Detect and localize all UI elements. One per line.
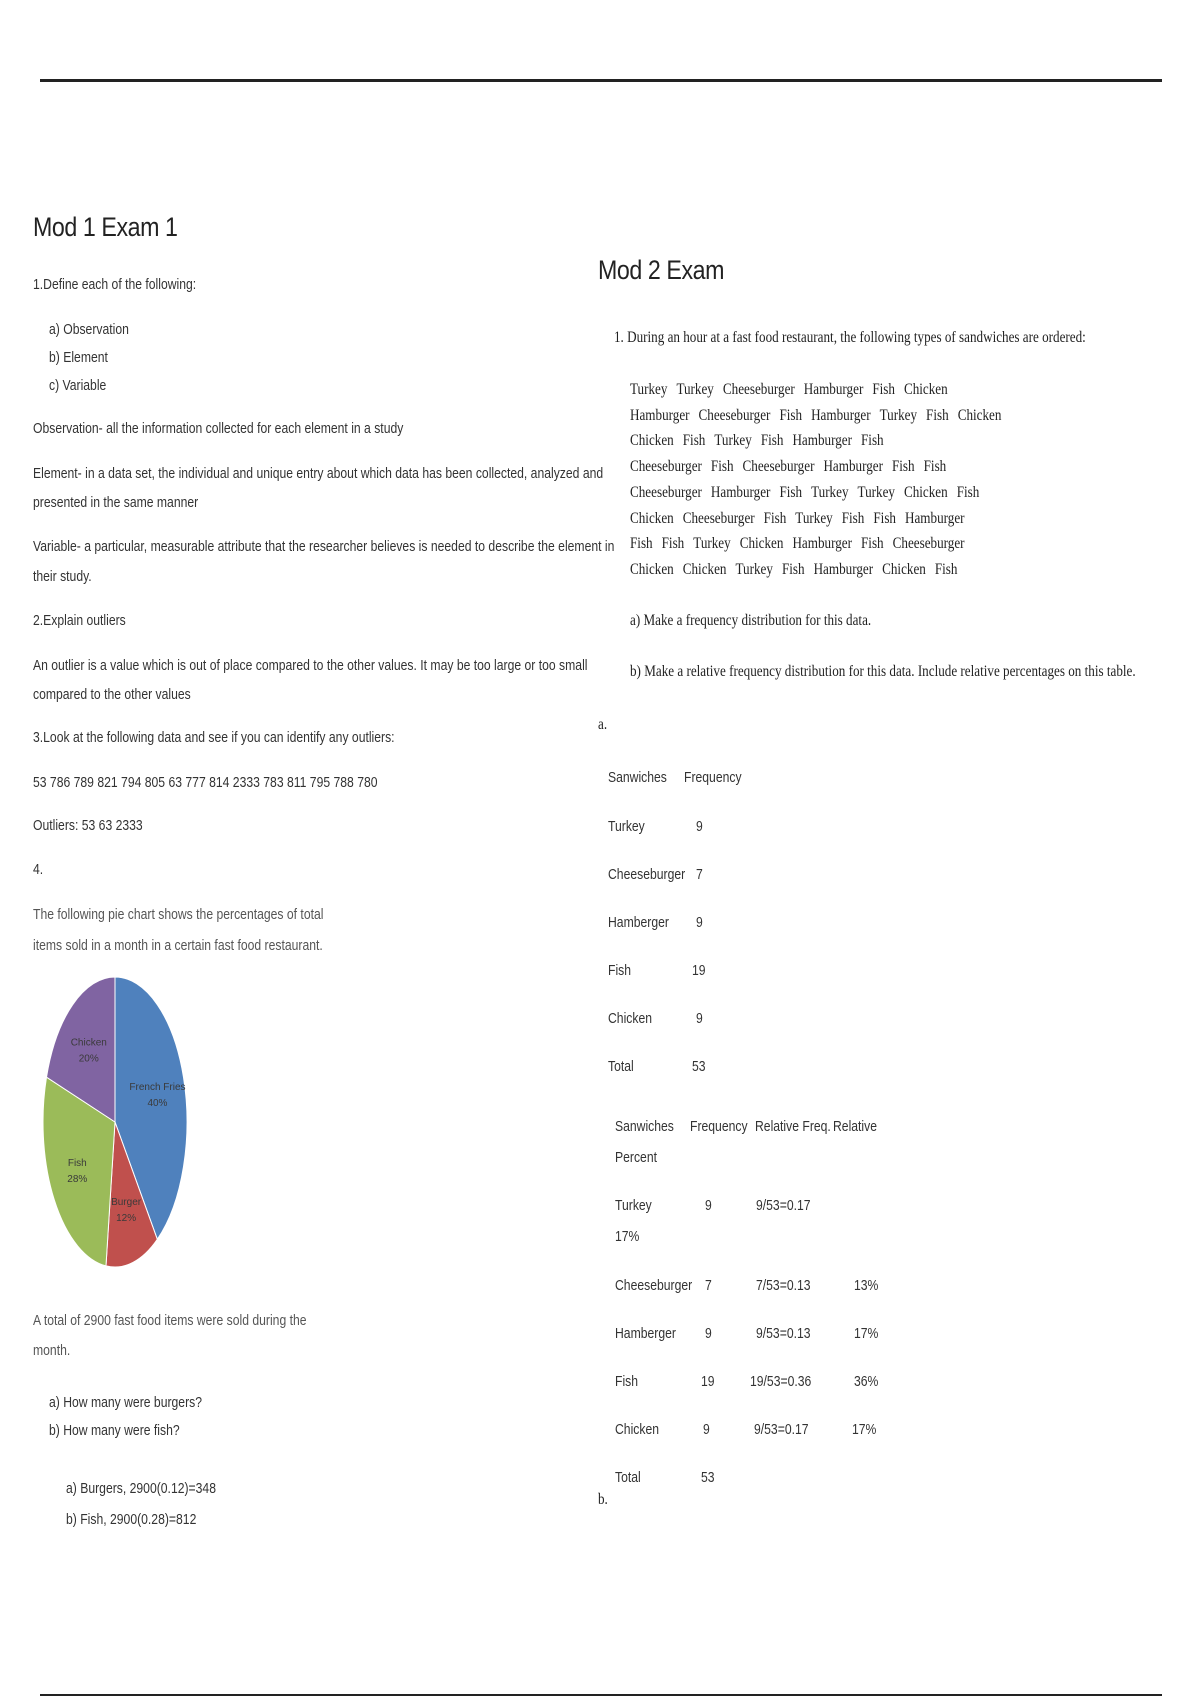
sandwich-word: Turkey	[735, 560, 773, 578]
outlier-definition-line1: An outlier is a value which is out of place compared to the other values. It may be too large or too small	[33, 658, 588, 674]
q3-prompt: 3.Look at the following data and see if you can identify any outliers:	[33, 730, 395, 746]
rel-total-value: 53	[701, 1470, 715, 1486]
sandwich-word: Hamburger	[811, 406, 871, 424]
freq-row-value: 9	[696, 1011, 703, 1027]
rel-row-label: Chicken	[615, 1422, 660, 1438]
relative-frequency-table	[615, 1112, 915, 1612]
rel-header-frequency: Frequency	[690, 1119, 748, 1135]
sandwich-word: Cheeseburger	[722, 381, 795, 398]
q3-answer: Outliers: 53 63 2333	[33, 818, 143, 834]
q4-question-a: a) How many were burgers?	[49, 1395, 202, 1411]
sandwich-word: Chicken	[903, 381, 948, 398]
freq-header-sandwich: Sanwiches	[608, 770, 667, 786]
rel-row-relative-freq: 9/53=0.13	[756, 1326, 811, 1342]
bottom-rule	[40, 1694, 1162, 1696]
q4-label: 4.	[33, 862, 44, 878]
sandwich-row	[630, 531, 974, 557]
freq-header-frequency: Frequency	[684, 770, 742, 786]
rel-header-sandwich: Sanwiches	[615, 1119, 674, 1135]
rel-total-label: Total	[615, 1470, 641, 1486]
q2-prompt: 2.Explain outliers	[33, 613, 126, 629]
rel-row-relative-freq: 7/53=0.13	[756, 1278, 811, 1294]
sandwich-word: Hamburger	[823, 458, 883, 476]
top-rule	[40, 79, 1162, 82]
sandwich-word: Cheeseburger	[892, 535, 965, 553]
sandwich-word: Hamburger	[803, 381, 864, 398]
sandwich-word: Chicken	[903, 483, 948, 501]
sandwich-word: Cheeseburger	[682, 509, 755, 527]
sandwich-word: Turkey	[811, 483, 849, 501]
rel-row-percent: 36%	[854, 1374, 879, 1390]
freq-row-label: Turkey	[608, 819, 645, 835]
sandwich-word: Hamburger	[905, 509, 965, 527]
rel-row-relative-freq: 9/53=0.17	[754, 1422, 809, 1438]
rel-row-percent: 17%	[615, 1229, 640, 1245]
label-a: a.	[598, 716, 608, 733]
sandwich-word: Hamburger	[792, 432, 852, 450]
sandwich-word: Fish	[781, 560, 805, 578]
q4-answer-b: b) Fish, 2900(0.28)=812	[66, 1512, 197, 1528]
pie-value-label: 12%	[116, 1213, 137, 1225]
sandwich-row	[630, 403, 1010, 429]
part-a-prompt: a) Make a frequency distribution for this data.	[630, 612, 872, 629]
q4-total-line1: A total of 2900 fast food items were sold during the	[33, 1313, 307, 1329]
q1-item-variable: c) Variable	[49, 378, 107, 394]
mod2-title: Mod 2 Exam	[598, 255, 725, 285]
rel-row-frequency: 9	[703, 1422, 710, 1438]
rel-row-label: Hamberger	[615, 1326, 676, 1342]
q4-text-line1: The following pie chart shows the percentages of total	[33, 907, 324, 923]
sandwich-row	[630, 428, 893, 454]
sandwich-word: Fish	[956, 483, 980, 501]
sandwich-word: Fish	[934, 560, 958, 578]
sandwich-row	[630, 506, 974, 532]
part-b-prompt: b) Make a relative frequency distribution for this data. Include relative percentages on this table.	[630, 663, 1136, 680]
q1-prompt: 1.Define each of the following:	[33, 277, 197, 293]
sandwich-word: Fish	[891, 458, 915, 476]
sandwich-word: Turkey	[714, 432, 752, 450]
sandwich-word: Cheeseburger	[698, 406, 771, 424]
freq-total-label: Total	[608, 1059, 634, 1075]
outlier-definition-line2: compared to the other values	[33, 687, 191, 703]
q3-data: 53 786 789 821 794 805 63 777 814 2333 783 811 795 788 780	[33, 775, 378, 791]
sandwich-word: Fish	[873, 509, 896, 527]
sandwich-row	[630, 480, 988, 506]
sandwich-word: Chicken	[957, 406, 1002, 424]
sandwich-word: Fish	[763, 509, 787, 527]
sandwich-word: Chicken	[739, 535, 784, 553]
rel-header-relative: Relative	[833, 1119, 878, 1135]
sandwich-word: Fish	[923, 458, 947, 476]
sandwich-word: Chicken	[630, 560, 674, 578]
q4-answer-a: a) Burgers, 2900(0.12)=348	[66, 1481, 216, 1497]
sandwich-word: Turkey	[795, 509, 833, 527]
pie-label: French Fries	[129, 1082, 186, 1094]
q4-total-line2: month.	[33, 1343, 71, 1359]
sandwich-word: Fish	[841, 509, 865, 527]
sandwich-word: Fish	[710, 458, 734, 476]
q4-text-line2: items sold in a month in a certain fast food restaurant.	[33, 938, 323, 954]
pie-value-label: 40%	[147, 1098, 168, 1110]
sandwich-row	[630, 557, 966, 583]
sandwich-word: Fish	[860, 535, 884, 553]
sandwich-word: Turkey	[693, 535, 731, 553]
freq-row-value: 19	[692, 963, 706, 979]
sandwich-word: Turkey	[630, 381, 668, 398]
sandwich-word: Turkey	[857, 483, 895, 501]
sandwich-word: Hamburger	[630, 406, 690, 424]
pie-value-label: 20%	[78, 1053, 99, 1065]
rel-row-relative-freq: 19/53=0.36	[750, 1374, 812, 1390]
sandwich-word: Cheeseburger	[630, 483, 702, 501]
rel-row-label: Fish	[615, 1374, 639, 1390]
rel-row-percent: 17%	[854, 1326, 879, 1342]
rel-row-frequency: 7	[705, 1278, 712, 1294]
sandwich-word: Chicken	[682, 560, 727, 578]
freq-row-value: 7	[696, 867, 703, 883]
sandwich-word: Fish	[760, 432, 784, 450]
observation-definition: Observation- all the information collected for each element in a study	[33, 421, 404, 437]
sandwich-word: Turkey	[676, 381, 714, 398]
sandwich-word: Turkey	[879, 406, 918, 424]
sandwich-word: Cheeseburger	[630, 458, 702, 476]
rel-row-percent: 13%	[854, 1278, 879, 1294]
sandwich-word: Fish	[779, 483, 803, 501]
sandwich-word: Chicken	[630, 432, 674, 450]
label-b: b.	[598, 1491, 608, 1508]
element-definition-line1: Element- in a data set, the individual and unique entry about which data has been collected, analyzed and	[33, 466, 604, 482]
rel-header-percent: Percent	[615, 1150, 657, 1166]
rel-row-percent: 17%	[852, 1422, 877, 1438]
sandwich-word: Hamburger	[813, 560, 874, 578]
pie-label: Burger	[111, 1197, 142, 1209]
freq-row-label: Hamberger	[608, 915, 669, 931]
q1-item-element: b) Element	[49, 350, 108, 366]
sandwich-word: Fish	[926, 406, 949, 424]
sandwich-word: Hamburger	[792, 535, 852, 553]
sandwich-word: Chicken	[630, 509, 674, 527]
rel-row-frequency: 9	[705, 1326, 712, 1342]
freq-row-value: 9	[696, 915, 703, 931]
freq-row-label: Cheeseburger	[608, 867, 686, 883]
pie-label: Fish	[67, 1158, 87, 1170]
freq-row-label: Fish	[608, 963, 632, 979]
variable-definition-line1: Variable- a particular, measurable attribute that the researcher believes is needed to describe the element in	[33, 539, 615, 555]
rel-header-relative-freq: Relative Freq.	[755, 1119, 831, 1135]
element-definition-line2: presented in the same manner	[33, 495, 199, 511]
sandwich-word: Chicken	[882, 560, 926, 578]
rel-row-label: Turkey	[615, 1198, 652, 1214]
pie-label: Chicken	[70, 1037, 107, 1049]
sandwich-word: Fish	[661, 535, 685, 553]
rel-row-frequency: 19	[701, 1374, 715, 1390]
freq-row-value: 9	[696, 819, 703, 835]
sandwich-row	[630, 377, 957, 403]
sandwich-row	[630, 454, 955, 480]
q4-question-b: b) How many were fish?	[49, 1423, 180, 1439]
sandwich-word: Fish	[682, 432, 706, 450]
sandwich-word: Fish	[872, 381, 895, 398]
rel-row-label: Cheeseburger	[615, 1278, 693, 1294]
rel-row-relative-freq: 9/53=0.17	[756, 1198, 811, 1214]
pie-value-label: 28%	[67, 1174, 88, 1186]
sandwich-word: Hamburger	[710, 483, 771, 501]
q1-item-observation: a) Observation	[49, 322, 129, 338]
sandwich-word: Fish	[630, 535, 653, 553]
sandwich-word: Fish	[779, 406, 803, 424]
sandwich-word: Cheeseburger	[742, 458, 815, 476]
pie-chart	[33, 972, 223, 1282]
rel-row-frequency: 9	[705, 1198, 712, 1214]
sandwich-word: Fish	[860, 432, 884, 450]
freq-row-label: Chicken	[608, 1011, 653, 1027]
mod2-q1-prompt: 1. During an hour at a fast food restaurant, the following types of sandwiches are ordered:	[614, 329, 1086, 346]
variable-definition-line2: their study.	[33, 569, 92, 585]
freq-total-value: 53	[692, 1059, 706, 1075]
mod1-title: Mod 1 Exam 1	[33, 212, 178, 242]
